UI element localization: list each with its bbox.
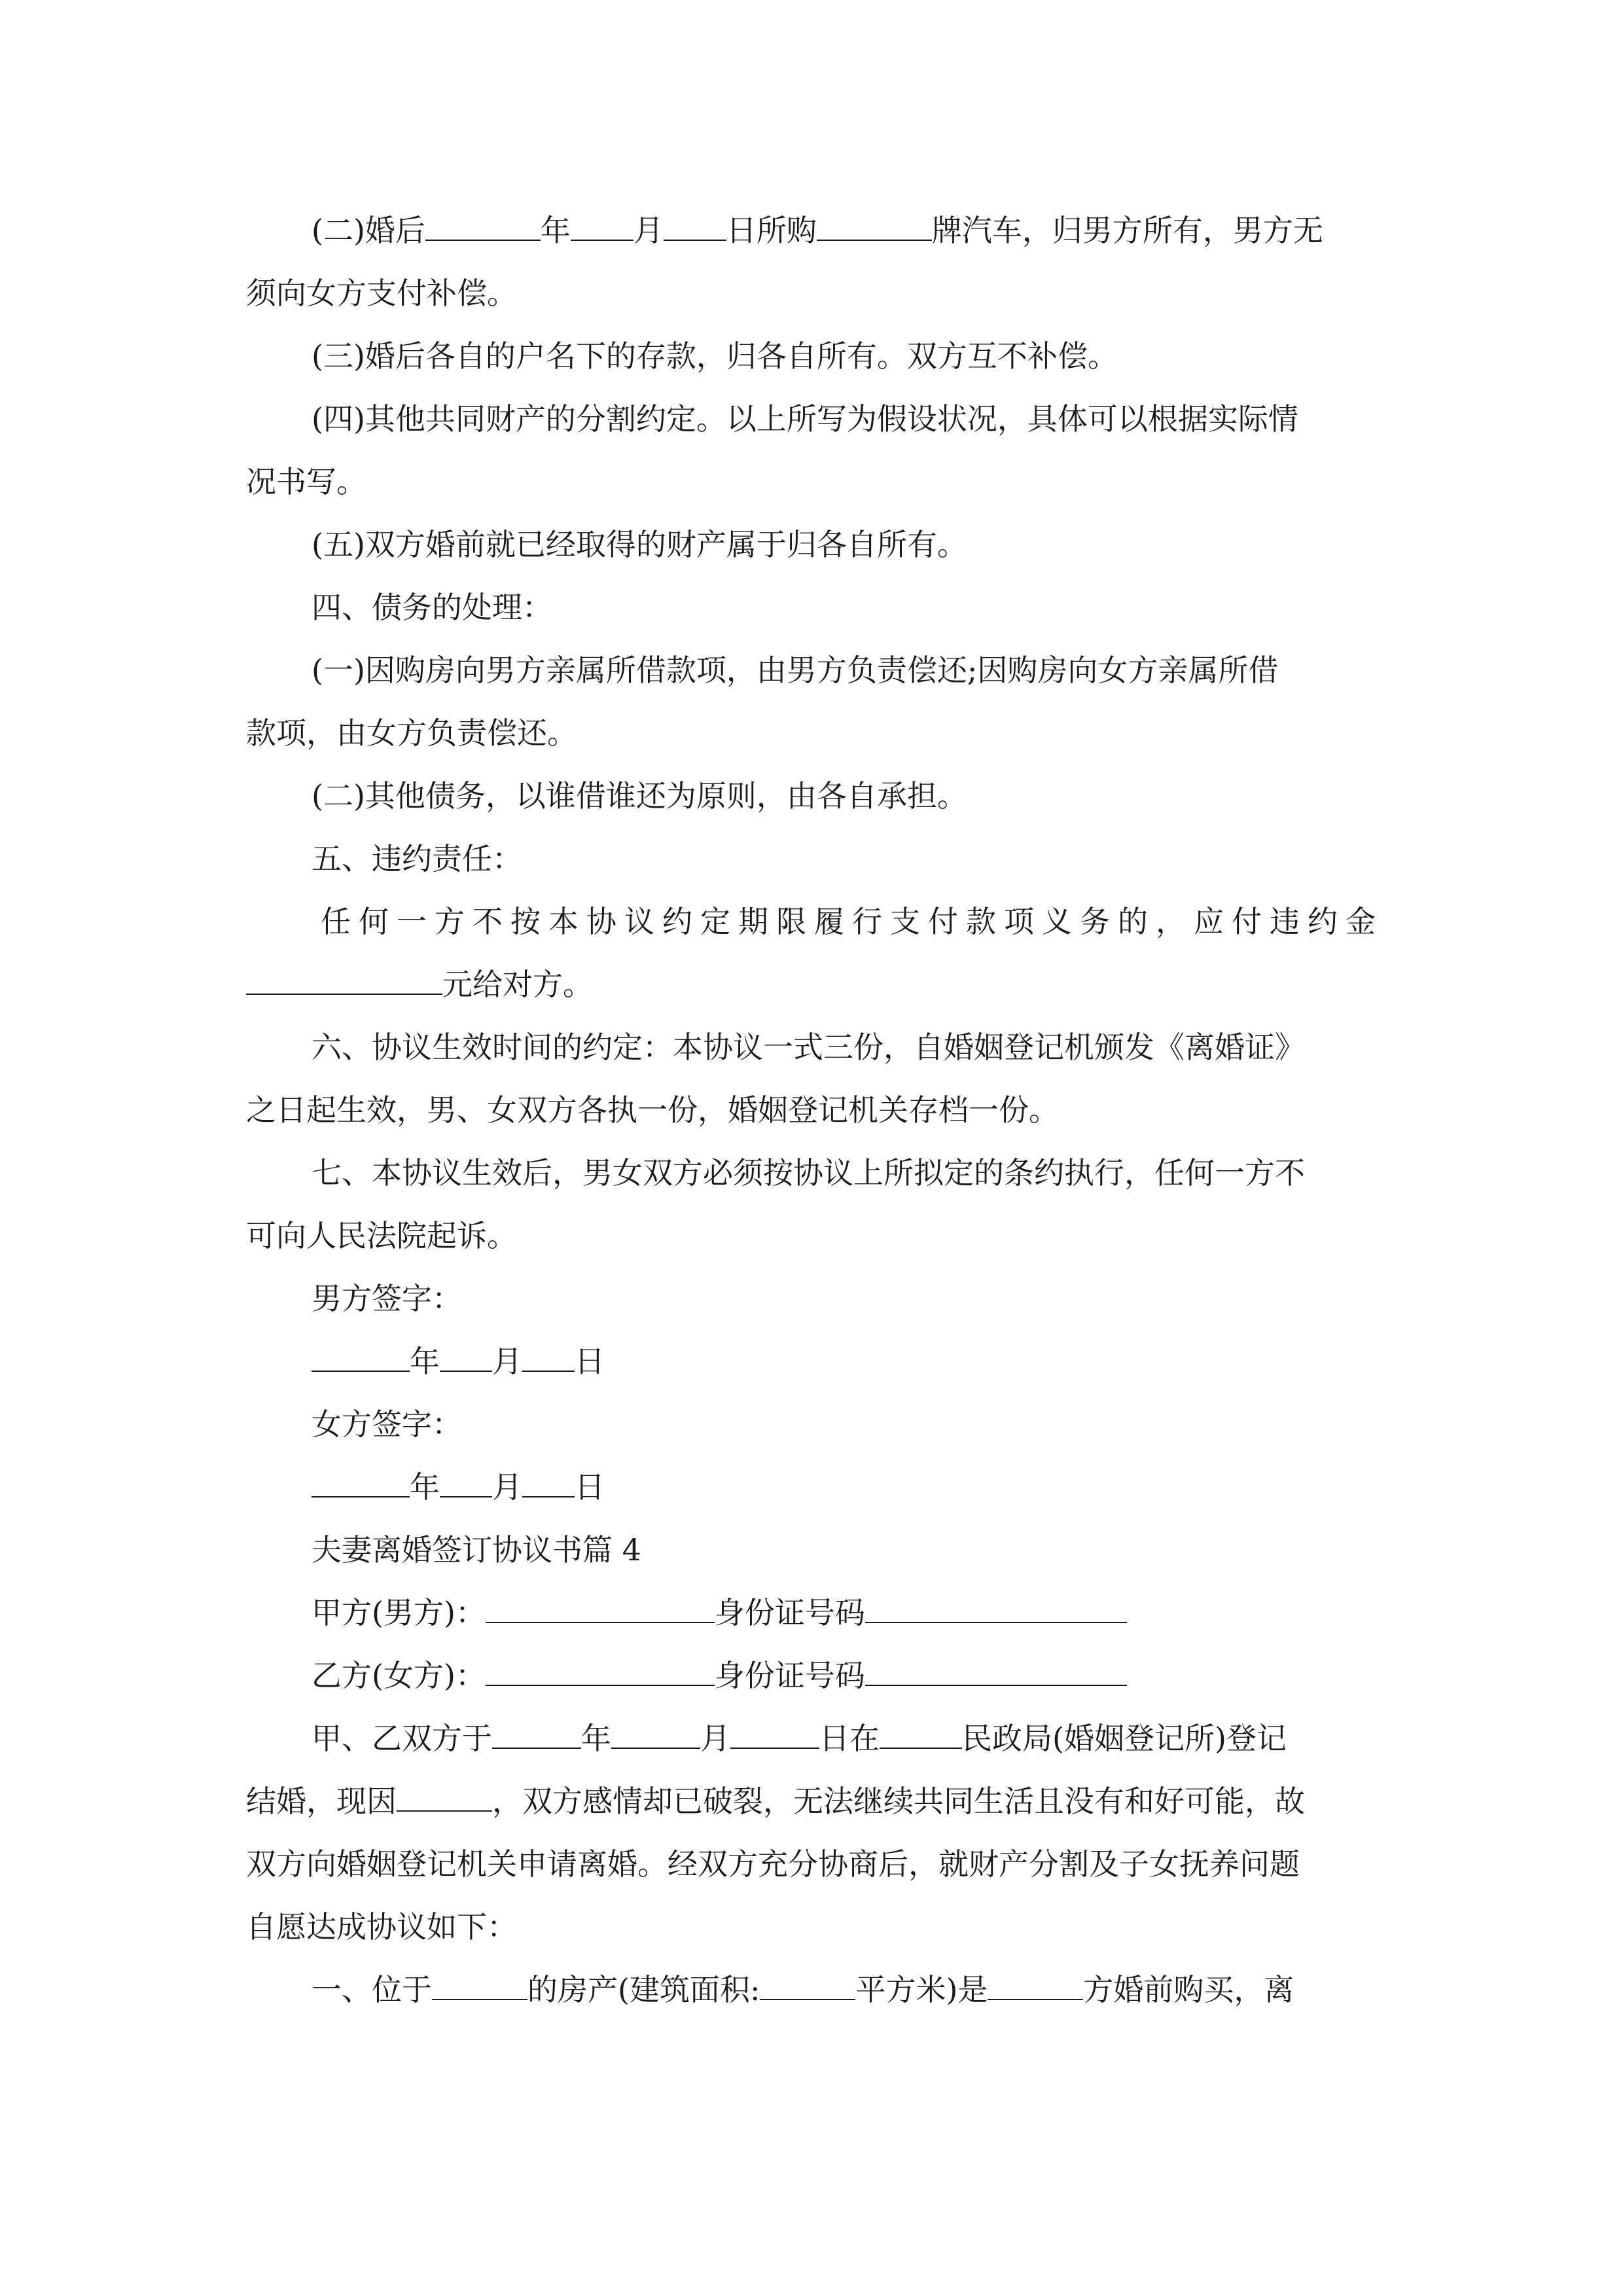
- blank-field[interactable]: [817, 211, 932, 241]
- text: (二)婚后: [312, 213, 425, 248]
- blank-field[interactable]: [522, 1342, 575, 1372]
- clause-car: [312, 211, 1385, 250]
- party-a-line: [312, 1593, 1385, 1632]
- paragraph-line: 双方向婚姻登记机关申请离婚。经双方充分协商后，就财产分割及子女抚养问题: [246, 1846, 1300, 1882]
- text: 甲、乙双方于: [312, 1721, 492, 1756]
- blank-field[interactable]: [486, 1593, 715, 1623]
- text: ，双方感情却已破裂，无法继续共同生活且没有和好可能，故: [492, 1784, 1305, 1819]
- blank-field[interactable]: [880, 1719, 962, 1749]
- paragraph-line: 可向人民法院起诉。: [246, 1218, 517, 1253]
- blank-field[interactable]: [730, 1719, 819, 1749]
- male-signature-label: 男方签字：: [312, 1281, 462, 1316]
- blank-field[interactable]: [440, 1467, 492, 1498]
- paragraph-line: (二)其他债务，以谁借谁还为原则，由各自承担。: [312, 778, 967, 814]
- text: 平方米)是: [855, 1972, 988, 2007]
- blank-field[interactable]: [432, 1970, 527, 2000]
- reason-line: [246, 1782, 1385, 1821]
- text: 年: [410, 1469, 440, 1505]
- text: 年: [410, 1344, 440, 1379]
- text: 民政局(婚姻登记所)登记: [962, 1721, 1287, 1756]
- paragraph-line: 况书写。: [246, 464, 366, 499]
- paragraph-line: 自愿达成协议如下：: [246, 1909, 517, 1945]
- text: 日: [575, 1344, 605, 1379]
- text: 牌汽车，归男方所有，男方无: [931, 213, 1323, 248]
- text: 年: [540, 213, 571, 248]
- paragraph-line: 须向女方支付补偿。: [246, 276, 517, 311]
- text: 结婚，现因: [246, 1784, 397, 1819]
- text: 身份证号码: [714, 1658, 865, 1693]
- text: 月: [492, 1469, 522, 1505]
- paragraph-line: (四)其他共同财产的分割约定。以上所写为假设状况，具体可以根据实际情: [312, 401, 1298, 437]
- paragraph-line: 七、本协议生效后，男女双方必须按协议上所拟定的条约执行，任何一方不: [312, 1155, 1305, 1191]
- paragraph-line: (五)双方婚前就已经取得的财产属于归各自所有。: [312, 527, 967, 562]
- paragraph-line: 六、协议生效时间的约定：本协议一式三份，自婚姻登记机颁发《离婚证》: [312, 1030, 1305, 1065]
- blank-field[interactable]: [571, 211, 633, 241]
- female-signature-label: 女方签字：: [312, 1407, 462, 1442]
- text: 甲方(男方)：: [312, 1595, 486, 1630]
- female-signature-date: [312, 1467, 1385, 1507]
- text: 日所购: [726, 213, 817, 248]
- paragraph-line: 款项，由女方负责偿还。: [246, 715, 577, 751]
- blank-field[interactable]: [664, 211, 726, 241]
- paragraph-line: (三)婚后各自的户名下的存款，归各自所有。双方互不补偿。: [312, 338, 1118, 374]
- paragraph-line: (一)因购房向男方亲属所借款项，由男方负责偿还;因购房向女方亲属所借: [312, 653, 1279, 688]
- paragraph-line: 任何一方不按本协议约定期限履行支付款项义务的，应付违约金: [321, 904, 1378, 939]
- blank-field[interactable]: [611, 1719, 700, 1749]
- text: 年: [581, 1721, 611, 1756]
- penalty-line: [246, 965, 1385, 1004]
- text: 月: [492, 1344, 522, 1379]
- blank-field[interactable]: [865, 1593, 1127, 1623]
- blank-field[interactable]: [522, 1467, 575, 1498]
- blank-field[interactable]: [760, 1970, 855, 2000]
- blank-field[interactable]: [246, 965, 442, 995]
- text: 月: [700, 1721, 730, 1756]
- blank-field[interactable]: [492, 1719, 581, 1749]
- blank-field[interactable]: [988, 1970, 1083, 2000]
- text: 月: [633, 213, 664, 248]
- blank-field[interactable]: [486, 1656, 715, 1686]
- paragraph-line: 之日起生效，男、女双方各执一份，婚姻登记机关存档一份。: [246, 1092, 1059, 1128]
- text: 日: [575, 1469, 605, 1505]
- blank-field[interactable]: [312, 1467, 410, 1498]
- party-b-line: [312, 1656, 1385, 1695]
- text: 身份证号码: [714, 1595, 865, 1630]
- blank-field[interactable]: [312, 1342, 410, 1372]
- text: 的房产(建筑面积:: [527, 1972, 760, 2007]
- section-title: 夫妻离婚签订协议书篇 4: [312, 1532, 641, 1568]
- marriage-registration-line: [312, 1719, 1385, 1758]
- section-heading: 五、违约责任：: [312, 841, 522, 876]
- blank-field[interactable]: [440, 1342, 492, 1372]
- text: 方婚前购买，离: [1083, 1972, 1294, 2007]
- text: 一、位于: [312, 1972, 432, 2007]
- male-signature-date: [312, 1342, 1385, 1381]
- blank-field[interactable]: [425, 211, 541, 241]
- blank-field[interactable]: [397, 1782, 492, 1812]
- text: 乙方(女方)：: [312, 1658, 486, 1693]
- text: 元给对方。: [442, 967, 593, 1002]
- section-heading: 四、债务的处理：: [312, 590, 552, 625]
- blank-field[interactable]: [865, 1656, 1127, 1686]
- property-line: [312, 1970, 1385, 2009]
- text: 日在: [819, 1721, 880, 1756]
